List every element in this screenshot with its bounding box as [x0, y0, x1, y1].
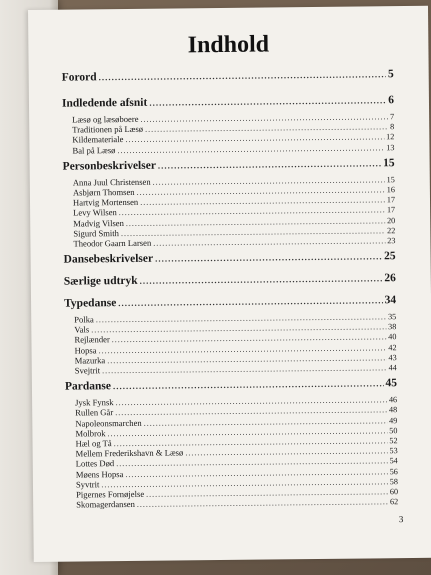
toc-label: Vals — [74, 324, 90, 335]
toc-label: Dansebeskrivelser — [63, 252, 154, 266]
toc-label: Molbrok — [75, 427, 106, 439]
toc-label: Theodor Gaarn Larsen — [73, 237, 152, 249]
page-title: Indhold — [187, 31, 270, 59]
toc-page: 5 — [387, 68, 394, 81]
toc-label: Hopsa — [74, 344, 97, 356]
toc-label: Læsø og læsøboere — [72, 113, 139, 125]
toc-entry — [66, 496, 398, 510]
toc-page: 12 — [386, 132, 395, 142]
toc-page: 15 — [383, 156, 395, 170]
leader-dots — [137, 497, 388, 509]
toc-page: 48 — [388, 405, 398, 415]
toc-label: Mellem Frederikshavn & Læsø — [75, 447, 184, 459]
book-page — [28, 6, 431, 562]
toc-page: 52 — [389, 436, 398, 446]
toc-label: Rejlænder — [74, 334, 110, 345]
toc-page: 50 — [389, 425, 398, 435]
toc-label: Svejtrit — [74, 365, 101, 376]
toc-page: 40 — [388, 332, 397, 342]
toc-label: Anna Juul Christensen — [72, 176, 151, 188]
toc-label: Lottes Død — [75, 458, 115, 469]
toc-page: 15 — [386, 174, 395, 185]
toc-label: Pigernes Fornøjelse — [76, 488, 145, 500]
toc-label: Skomagerdansen — [76, 498, 135, 510]
toc-label: Jysk Fynsk — [75, 397, 114, 408]
toc-page: 49 — [389, 415, 398, 425]
toc-page: 38 — [388, 322, 397, 332]
toc-page: 45 — [385, 377, 397, 390]
toc-label: Indledende afsnit — [61, 96, 148, 110]
toc-label: Polka — [74, 314, 94, 325]
toc-label: Hartvig Mortensen — [72, 196, 139, 208]
toc-label: Syvtrit — [75, 478, 100, 490]
toc-page: 23 — [387, 236, 396, 246]
toc-page: 13 — [386, 142, 395, 152]
toc-page: 62 — [389, 497, 399, 507]
toc-page: 26 — [384, 272, 396, 285]
toc-label: Sigurd Smith — [73, 227, 119, 239]
toc-page: 17 — [386, 205, 396, 215]
toc-page: 46 — [388, 395, 398, 405]
leader-dots — [118, 295, 382, 308]
page-number: 3 — [398, 514, 404, 525]
toc-page: 54 — [389, 456, 398, 466]
toc-label: Napoleonsmarchen — [75, 417, 142, 429]
toc-page: 56 — [389, 466, 398, 476]
leader-dots — [99, 69, 386, 82]
toc-label: Traditionen på Læsø — [72, 123, 144, 135]
toc-page: 8 — [390, 122, 395, 132]
toc-page: 43 — [388, 352, 397, 363]
toc-label: Personbeskrivelser — [62, 159, 156, 173]
toc-label: Typedanse — [64, 297, 117, 310]
toc-page: 16 — [386, 185, 395, 195]
table-of-contents — [62, 68, 399, 510]
toc-page: 25 — [384, 250, 396, 263]
toc-page: 35 — [387, 312, 397, 322]
toc-label: Rullen Går — [75, 407, 114, 418]
leader-dots — [113, 378, 384, 391]
toc-label: Pardanse — [64, 380, 112, 393]
toc-page: 58 — [389, 476, 399, 486]
toc-label: Levy Wilsen — [73, 207, 117, 218]
toc-page: 60 — [389, 487, 399, 497]
leader-dots — [155, 251, 382, 263]
toc-label: Møens Hopsa — [75, 468, 124, 480]
toc-label: Asbjørn Thomsen — [72, 186, 135, 198]
toc-page: 53 — [389, 446, 398, 456]
toc-label: Bal på Læsø — [72, 144, 116, 156]
toc-page: 20 — [386, 215, 396, 225]
toc-label: Hæl og Tå — [75, 438, 112, 449]
leader-dots — [158, 158, 381, 170]
toc-page: 44 — [388, 363, 397, 373]
toc-page: 22 — [387, 225, 396, 235]
toc-label: Særlige udtryk — [63, 274, 138, 288]
leader-dots — [140, 273, 383, 286]
toc-page: 42 — [388, 342, 397, 352]
toc-label: Mazurka — [74, 355, 106, 366]
toc-page: 6 — [388, 94, 395, 107]
toc-label: Forord — [61, 71, 97, 84]
toc-page: 34 — [384, 294, 397, 307]
toc-label: Kildemateriale — [72, 134, 124, 145]
toc-label: Madvig Vilsen — [73, 217, 124, 229]
toc-page: 17 — [386, 195, 396, 205]
toc-page: 7 — [389, 112, 395, 122]
leader-dots — [149, 95, 386, 107]
